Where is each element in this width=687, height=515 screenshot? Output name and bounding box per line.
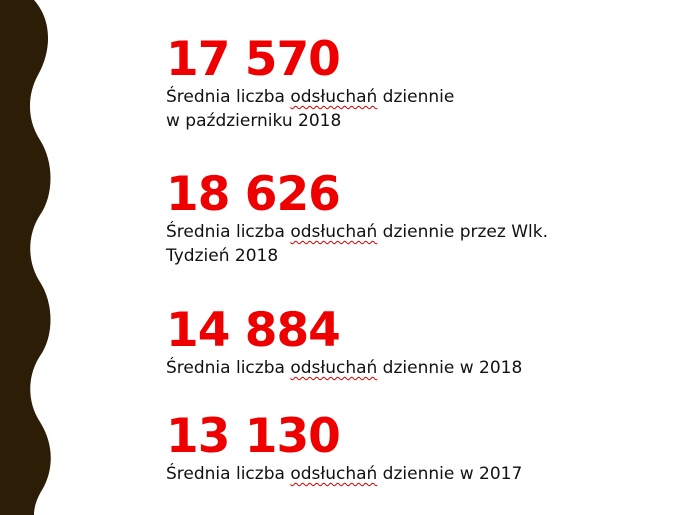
caption-text: Średnia liczba xyxy=(166,87,291,107)
caption-line-2: w październiku 2018 xyxy=(166,111,342,131)
caption-text: dziennie przez Wlk. xyxy=(377,222,548,242)
stat-block xyxy=(166,167,548,268)
caption-text: Średnia liczba xyxy=(166,464,291,484)
stat-number: 14 884 xyxy=(166,303,340,358)
caption-line-1 xyxy=(166,85,454,109)
stat-block xyxy=(166,303,523,380)
stat-number: 18 626 xyxy=(166,167,340,222)
spellcheck-flagged-word: odsłuchań xyxy=(290,222,378,242)
stat-caption xyxy=(166,85,454,133)
stat-number: 17 570 xyxy=(166,32,340,87)
caption-line-2: Tydzień 2018 xyxy=(166,246,279,266)
stat-caption xyxy=(166,462,522,486)
caption-text: Średnia liczba xyxy=(166,358,291,378)
stat-block xyxy=(166,409,523,486)
spellcheck-flagged-word: odsłuchań xyxy=(290,358,378,378)
caption-text: Średnia liczba xyxy=(166,222,291,242)
spellcheck-flagged-word: odsłuchań xyxy=(290,464,378,484)
caption-line-1 xyxy=(166,356,522,380)
caption-text: dziennie xyxy=(377,87,455,107)
wavy-edge-decoration xyxy=(0,0,60,515)
caption-line-1 xyxy=(166,462,522,486)
caption-text: dziennie w 2017 xyxy=(377,464,523,484)
stat-caption xyxy=(166,220,548,268)
stat-number: 13 130 xyxy=(166,409,340,464)
spellcheck-flagged-word: odsłuchań xyxy=(290,87,378,107)
stat-caption xyxy=(166,356,522,380)
stat-block xyxy=(166,32,455,133)
caption-line-1 xyxy=(166,220,548,244)
caption-text: dziennie w 2018 xyxy=(377,358,523,378)
